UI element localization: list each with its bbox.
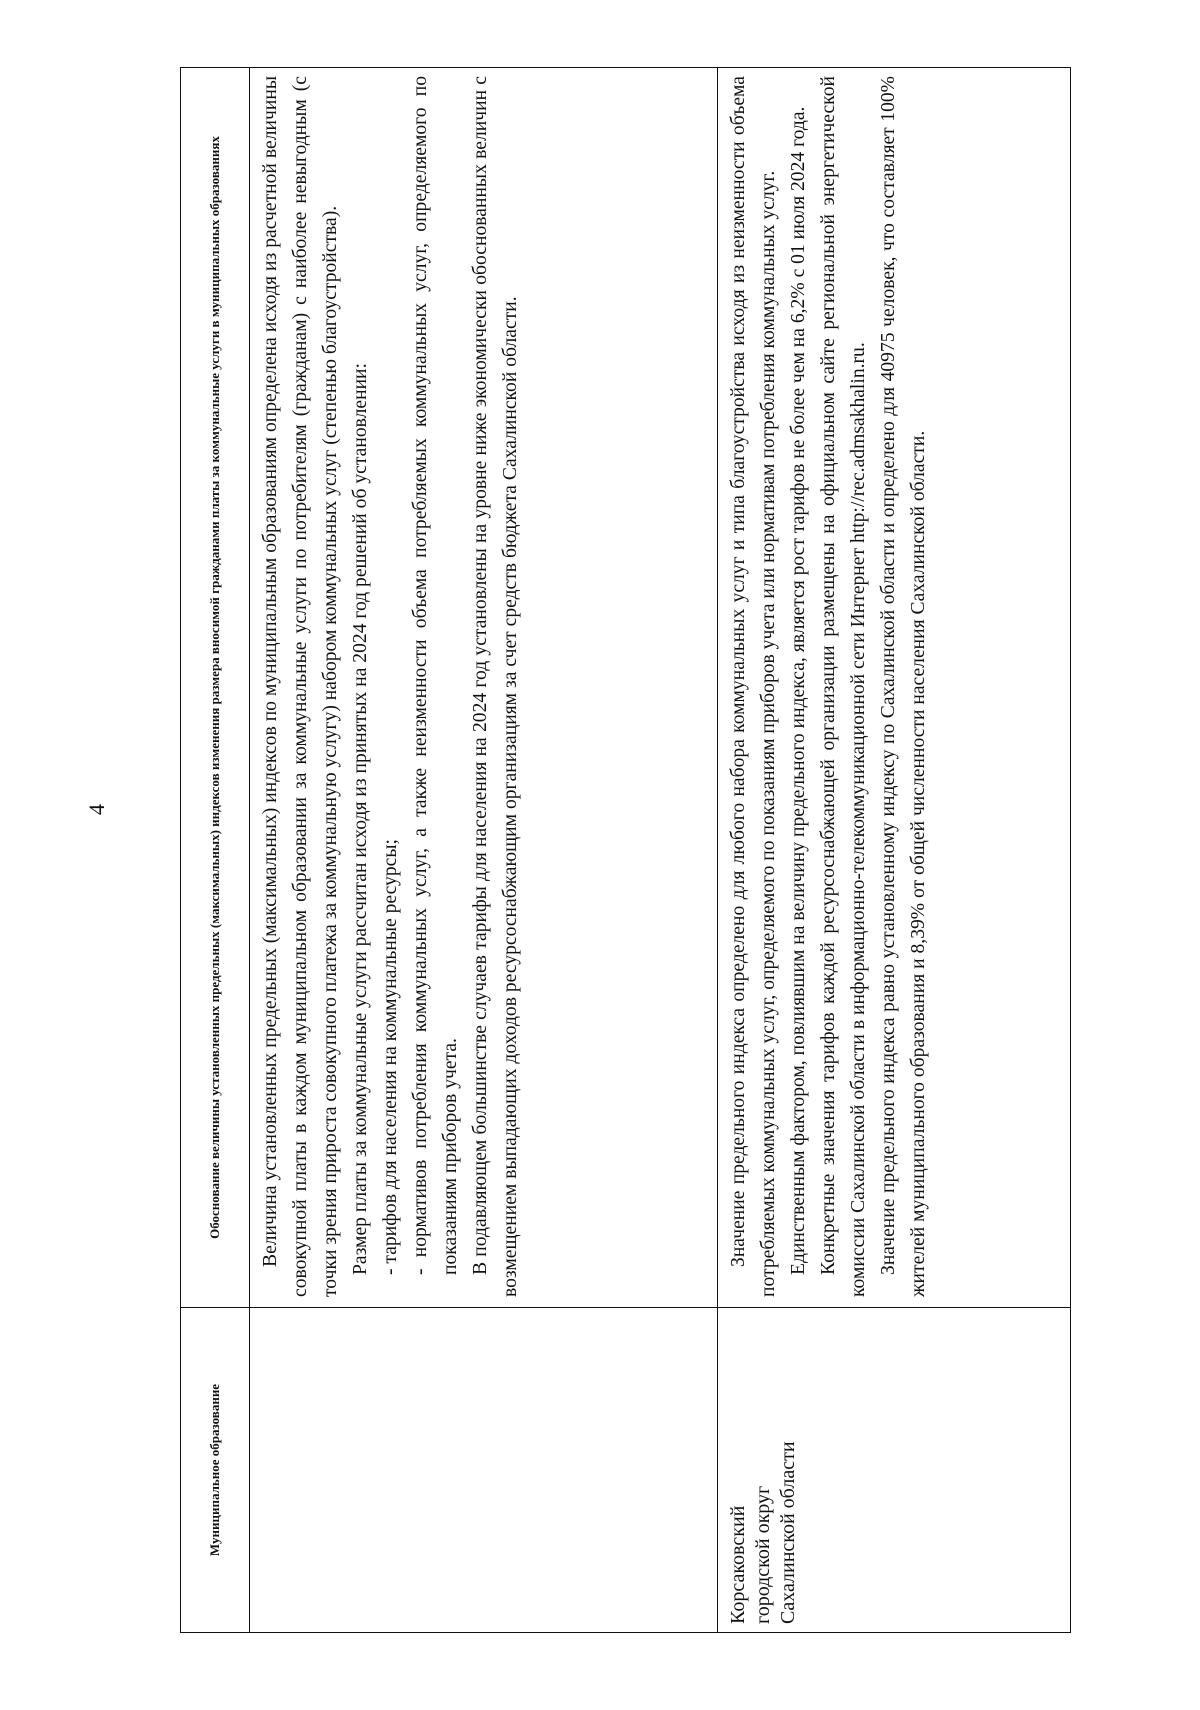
paragraph: Размер платы за коммунальные услуги рассчитан исходя из принятых на 2024 год решений об установлении:: [349, 363, 371, 1275]
municipality-cell-empty: [250, 1308, 718, 1633]
paragraph: Конкретные значения тарифов каждой ресурсоснабжающей организации размещены на официальном сайте региональной энергетической комиссии Сахалинской области в информационно-телекоммуникационной сети Интернет http://rec.admsakhalin.ru.: [817, 76, 869, 1297]
list-item: - тарифов для населения на коммунальные ресурсы;: [379, 839, 401, 1275]
paragraph: В подавляющем большинстве случаев тарифы для населения на 2024 год установлены на уровне ниже экономически обоснованных величин с возмещением выпадающих доходов ресурсоснабжающим организациям за счет средств бюджета Сахалинской области.: [469, 76, 521, 1297]
municipality-line: Сахалинской области: [777, 1441, 799, 1624]
municipality-cell-korsakov: [718, 1308, 1071, 1633]
header-basis: Обоснование величины установленных предельных (максимальных) индексов изменения размера вносимой гражданами платы за коммунальные услуги в муниципальных образованиях: [181, 68, 250, 1308]
list-item: - нормативов потребления коммунальных услуг, а также неизменности объема потребляемых коммунальных услуг, определяемого по показаниям приборов учета.: [409, 76, 461, 1275]
municipal-index-table: [180, 67, 1071, 1633]
municipality-line: Корсаковский: [727, 1505, 749, 1624]
header-municipality: Муниципальное образование: [181, 1308, 250, 1633]
page-number: 4: [84, 804, 109, 815]
table-row: [250, 68, 718, 1633]
paragraph: Величина установленных предельных (максимальных) индексов по муниципальным образованиям определена исходя из расчетной величины совокупной платы в каждом муниципальном образовании за коммунальные услуги по потребителям (гражданам) с наиболее невыгодным (с точки зрения прироста совокупного платежа за коммунальную услугу) набором коммунальных услуг (степенью благоустройства).: [260, 76, 341, 1297]
basis-cell-korsakov: [718, 68, 1071, 1308]
table-header-row: [181, 68, 250, 1633]
table-row: [718, 68, 1071, 1633]
rotated-table-wrapper: [180, 68, 1060, 1633]
municipality-line: городской округ: [752, 1485, 774, 1624]
paragraph: Единственным фактором, повлиявшим на величину предельного индекса, является рост тарифов не более чем на 6,2% с 01 июля 2024 года.: [787, 106, 809, 1275]
paragraph: Значение предельного индекса определено для любого набора коммунальных услуг и типа благоустройства исходя из неизменности объема потребляемых коммунальных услуг, определяемого по показаниям приборов учета или нормативам потребления коммунальных услуг.: [728, 76, 779, 1297]
basis-cell-general: [250, 68, 718, 1308]
paragraph: Значение предельного индекса равно установленному индексу по Сахалинской области и определено для 40975 человек, что составляет 100% жителей муниципального образования и 8,39% от общей численности населения Сахалинской области.: [877, 76, 929, 1297]
